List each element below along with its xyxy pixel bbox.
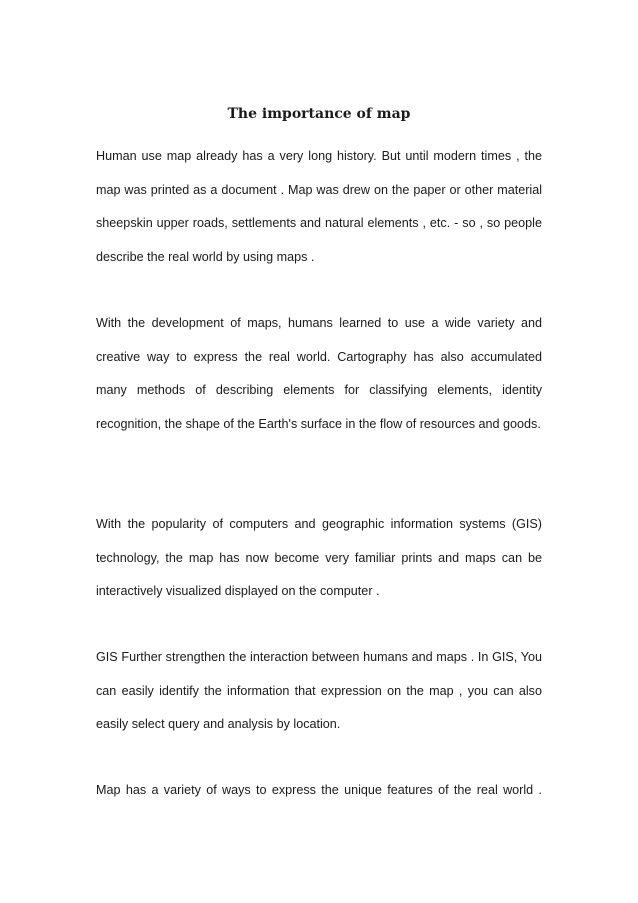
paragraph-gis-interaction: GIS Further strengthen the interaction between humans and maps . In GIS, You can easily identify the information that expression on the map , you can also easily select query and analysis by location. xyxy=(96,650,542,732)
paragraph-gis-popularity: With the popularity of computers and geographic information systems (GIS) technology, the map has now become very familiar prints and maps can be interactively visualized displayed on the computer . xyxy=(96,517,542,599)
document-title: The importance of map xyxy=(227,106,411,122)
paragraph-map-features: Map has a variety of ways to express the unique features of the real world . xyxy=(96,783,542,797)
paragraph-development: With the development of maps, humans learned to use a wide variety and creative way to express the real world. Cartography has also accumulated many methods of describing elements for classifying elements, identity recognition, the shape of the Earth's surface in the flow of resources and goods. xyxy=(96,316,542,431)
paragraph-history: Human use map already has a very long history. But until modern times , the map was printed as a document . Map was drew on the paper or other material sheepskin upper roads, settlements and natural elements , etc. - so , so people describe the real world by using maps . xyxy=(96,149,542,264)
